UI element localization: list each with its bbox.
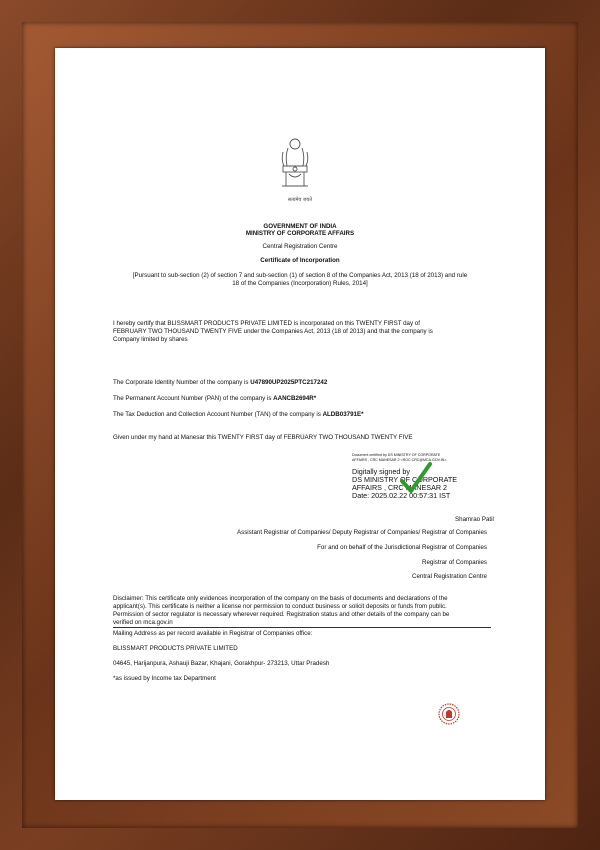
signature-valid-check-icon xyxy=(400,461,432,495)
disclaimer-divider xyxy=(113,627,491,628)
pursuant-line-1: [Pursuant to sub-section (2) of section 7 and sub-section (1) of section 8 of the Companies Act, 2013 (18 of 2013) and rule xyxy=(132,272,468,279)
pan-line xyxy=(113,395,316,403)
certify-line-2: FEBRUARY TWO THOUSAND TWENTY FIVE under the Companies Act, 2013 (18 of 2013) and that the company is xyxy=(113,328,433,335)
crc-line: Central Registration Centre xyxy=(412,573,487,580)
disclaimer-line-3: Permission of sector regulator is necessary wherever required. Registration status and other details of the company can be xyxy=(113,611,450,618)
tan-label: The Tax Deduction and Collection Account Number (TAN) of the company is xyxy=(113,411,323,418)
tax-footnote: *as issued by Income tax Department xyxy=(113,675,216,682)
certificate-title: Certificate of Incorporation xyxy=(260,257,340,264)
ashoka-emblem-icon xyxy=(277,136,313,194)
mca-seal-icon xyxy=(438,703,460,725)
mailing-address: 04645, Harijanpura, Ashauji Bazar, Khajani, Gorakhpur- 273213, Uttar Pradesh xyxy=(113,660,330,667)
disclaimer-line-2: applicant(s). This certificate is neither a license nor permission to conduct business or solicit deposits or funds from public. xyxy=(113,603,447,610)
doc-certified-line-1: Document certified by DS MINISTRY OF CORPORATE xyxy=(352,453,441,457)
disclaimer-line-4: verified on mca.gov.in xyxy=(113,619,173,626)
registration-centre: Central Registration Centre xyxy=(262,243,338,250)
pan-label: The Permanent Account Number (PAN) of the company is xyxy=(113,395,274,402)
pursuant-line-2: 18 of the Companies (Incorporation) Rules, 2014] xyxy=(232,280,368,287)
tan-value: ALDB03791E* xyxy=(322,411,364,418)
ministry-heading: MINISTRY OF CORPORATE AFFAIRS xyxy=(245,230,355,237)
digital-sign-line-3: AFFAIRS , CRC MANESAR 2 xyxy=(352,483,448,492)
signatory-role: Assistant Registrar of Companies/ Deputy Registrar of Companies/ Registrar of Companies xyxy=(236,529,487,536)
given-under-hand: Given under my hand at Manesar this TWENTY FIRST day of FEBRUARY TWO THOUSAND TWENTY FIVE xyxy=(113,434,413,441)
cin-line xyxy=(113,379,327,387)
digital-sign-date: Date: 2025.02.22 00:57:31 IST xyxy=(352,491,451,500)
emblem-motto: सत्यमेव जयते xyxy=(287,197,313,203)
digital-sign-line-1: Digitally signed by xyxy=(352,467,410,476)
certificate-document xyxy=(55,48,545,800)
registrar-line: Registrar of Companies xyxy=(422,559,487,566)
cin-label: The Corporate Identity Number of the company is xyxy=(113,379,251,386)
on-behalf-line: For and on behalf of the Jurisdictional Registrar of Companies xyxy=(317,544,487,551)
tan-line xyxy=(113,411,364,419)
digital-sign-line-2: DS MINISTRY OF CORPORATE xyxy=(352,475,458,484)
disclaimer-line-1: Disclaimer: This certificate only evidences incorporation of the company on the basis of documents and declarations of the xyxy=(113,595,448,602)
gov-heading: GOVERNMENT OF INDIA xyxy=(263,223,337,230)
certify-line-3: Company limited by shares xyxy=(113,336,188,343)
doc-certified-line-2: AFFAIRS , CRC MANESAR 2 <ROC.CRC@MCA.GOV.IN>. xyxy=(352,458,448,462)
certify-line-1: I hereby certify that BLISSMART PRODUCTS PRIVATE LIMITED is incorporated on this TWENTY FIRST day of xyxy=(113,320,420,327)
pan-value: AANCB2694R* xyxy=(273,395,317,402)
cin-value: U47890UP2025PTC217242 xyxy=(250,379,328,386)
mailing-label: Mailing Address as per record available in Registrar of Companies office: xyxy=(113,630,313,637)
mailing-company: BLISSMART PRODUCTS PRIVATE LIMITED xyxy=(113,645,238,652)
signatory-name: Shamrao Patil xyxy=(455,516,494,523)
